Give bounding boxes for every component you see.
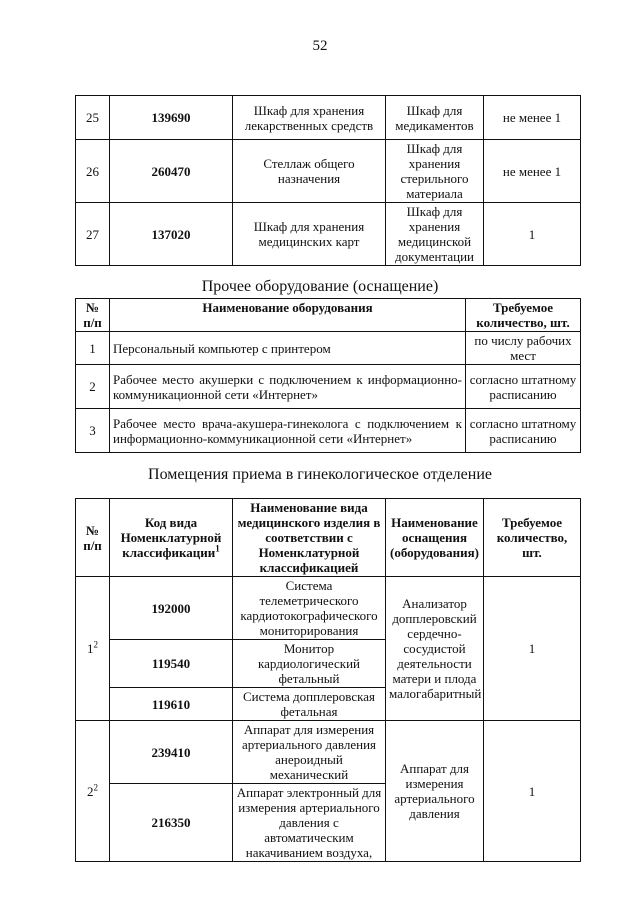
- code-cell: 119610: [110, 688, 233, 721]
- device-name-cell: Монитор кардиологический фетальный: [233, 640, 386, 688]
- row-number: 26: [76, 140, 110, 203]
- page-number: 52: [312, 38, 328, 54]
- code-cell: 216350: [110, 784, 233, 862]
- device-name-cell: Система телеметрического кардиотокографического мониторирования: [233, 577, 386, 640]
- quantity-cell: 1: [484, 577, 581, 721]
- device-name-cell: Шкаф для хранения медицинских карт: [233, 203, 386, 266]
- quantity-cell: согласно штатному расписанию: [466, 365, 581, 409]
- header-number: № п/п: [76, 499, 110, 577]
- header-number: № п/п: [76, 299, 110, 332]
- reception-equipment-table: [75, 498, 581, 862]
- table-row: [76, 140, 581, 203]
- table-header-row: [76, 299, 581, 332]
- header-equipment-name: Наименование оборудования: [110, 299, 466, 332]
- quantity-cell: 1: [484, 203, 581, 266]
- equipment-cell: Анализатор допплеровский сердечно-сосудистой деятельности матери и плода малогабаритный: [386, 577, 484, 721]
- header-quantity: Требуемое количество, шт.: [484, 499, 581, 577]
- section-title-reception: Помещения приема в гинекологическое отделение: [148, 466, 492, 483]
- row-number: 3: [76, 409, 110, 453]
- row-number: 25: [76, 96, 110, 140]
- equipment-name-cell: Персональный компьютер с принтером: [110, 332, 466, 365]
- device-name-cell: Стеллаж общего назначения: [233, 140, 386, 203]
- code-cell: 192000: [110, 577, 233, 640]
- device-name-cell: Аппарат для измерения артериального давления анероидный механический: [233, 721, 386, 784]
- table-row: [76, 577, 581, 640]
- equipment-name-cell: Рабочее место врача-акушера-гинеколога с подключением к информационно-коммуникационной сети «Интернет»: [110, 409, 466, 453]
- quantity-cell: не менее 1: [484, 96, 581, 140]
- equipment-cell: Аппарат для измерения артериального давления: [386, 721, 484, 862]
- equipment-cell: Шкаф для хранения медицинской документации: [386, 203, 484, 266]
- row-number: 1: [76, 332, 110, 365]
- row-number: 27: [76, 203, 110, 266]
- quantity-cell: по числу рабочих мест: [466, 332, 581, 365]
- table-row: [76, 96, 581, 140]
- equipment-table-continued: [75, 95, 581, 266]
- header-quantity: Требуемое количество, шт.: [466, 299, 581, 332]
- other-equipment-table: [75, 298, 581, 453]
- equipment-cell: Шкаф для медикаментов: [386, 96, 484, 140]
- table-row: [76, 721, 581, 784]
- table-row: [76, 332, 581, 365]
- code-cell: 137020: [110, 203, 233, 266]
- code-cell: 260470: [110, 140, 233, 203]
- row-number: 2: [76, 365, 110, 409]
- device-name-cell: Аппарат электронный для измерения артериального давления с автоматическим накачиванием воздуха,: [233, 784, 386, 862]
- code-cell: 239410: [110, 721, 233, 784]
- section-title-other-equipment: Прочее оборудование (оснащение): [201, 278, 439, 295]
- header-device-name: Наименование вида медицинского изделия в соответствии с Номенклатурной классификацией: [233, 499, 386, 577]
- quantity-cell: согласно штатному расписанию: [466, 409, 581, 453]
- table-header-row: [76, 499, 581, 577]
- device-name-cell: Шкаф для хранения лекарственных средств: [233, 96, 386, 140]
- device-name-cell: Система допплеровская фетальная: [233, 688, 386, 721]
- table-row: [76, 409, 581, 453]
- code-cell: 139690: [110, 96, 233, 140]
- quantity-cell: не менее 1: [484, 140, 581, 203]
- equipment-name-cell: Рабочее место акушерки с подключением к информационно-коммуникационной сети «Интернет»: [110, 365, 466, 409]
- quantity-cell: 1: [484, 721, 581, 862]
- header-code: Код вида Номенклатурной классификации$^1$: [110, 499, 233, 577]
- row-number: $1^2$: [76, 577, 110, 721]
- table-row: [76, 365, 581, 409]
- row-number: $2^2$: [76, 721, 110, 862]
- header-equipment: Наименование оснащения (оборудования): [386, 499, 484, 577]
- code-cell: 119540: [110, 640, 233, 688]
- equipment-cell: Шкаф для хранения стерильного материала: [386, 140, 484, 203]
- table-row: [76, 203, 581, 266]
